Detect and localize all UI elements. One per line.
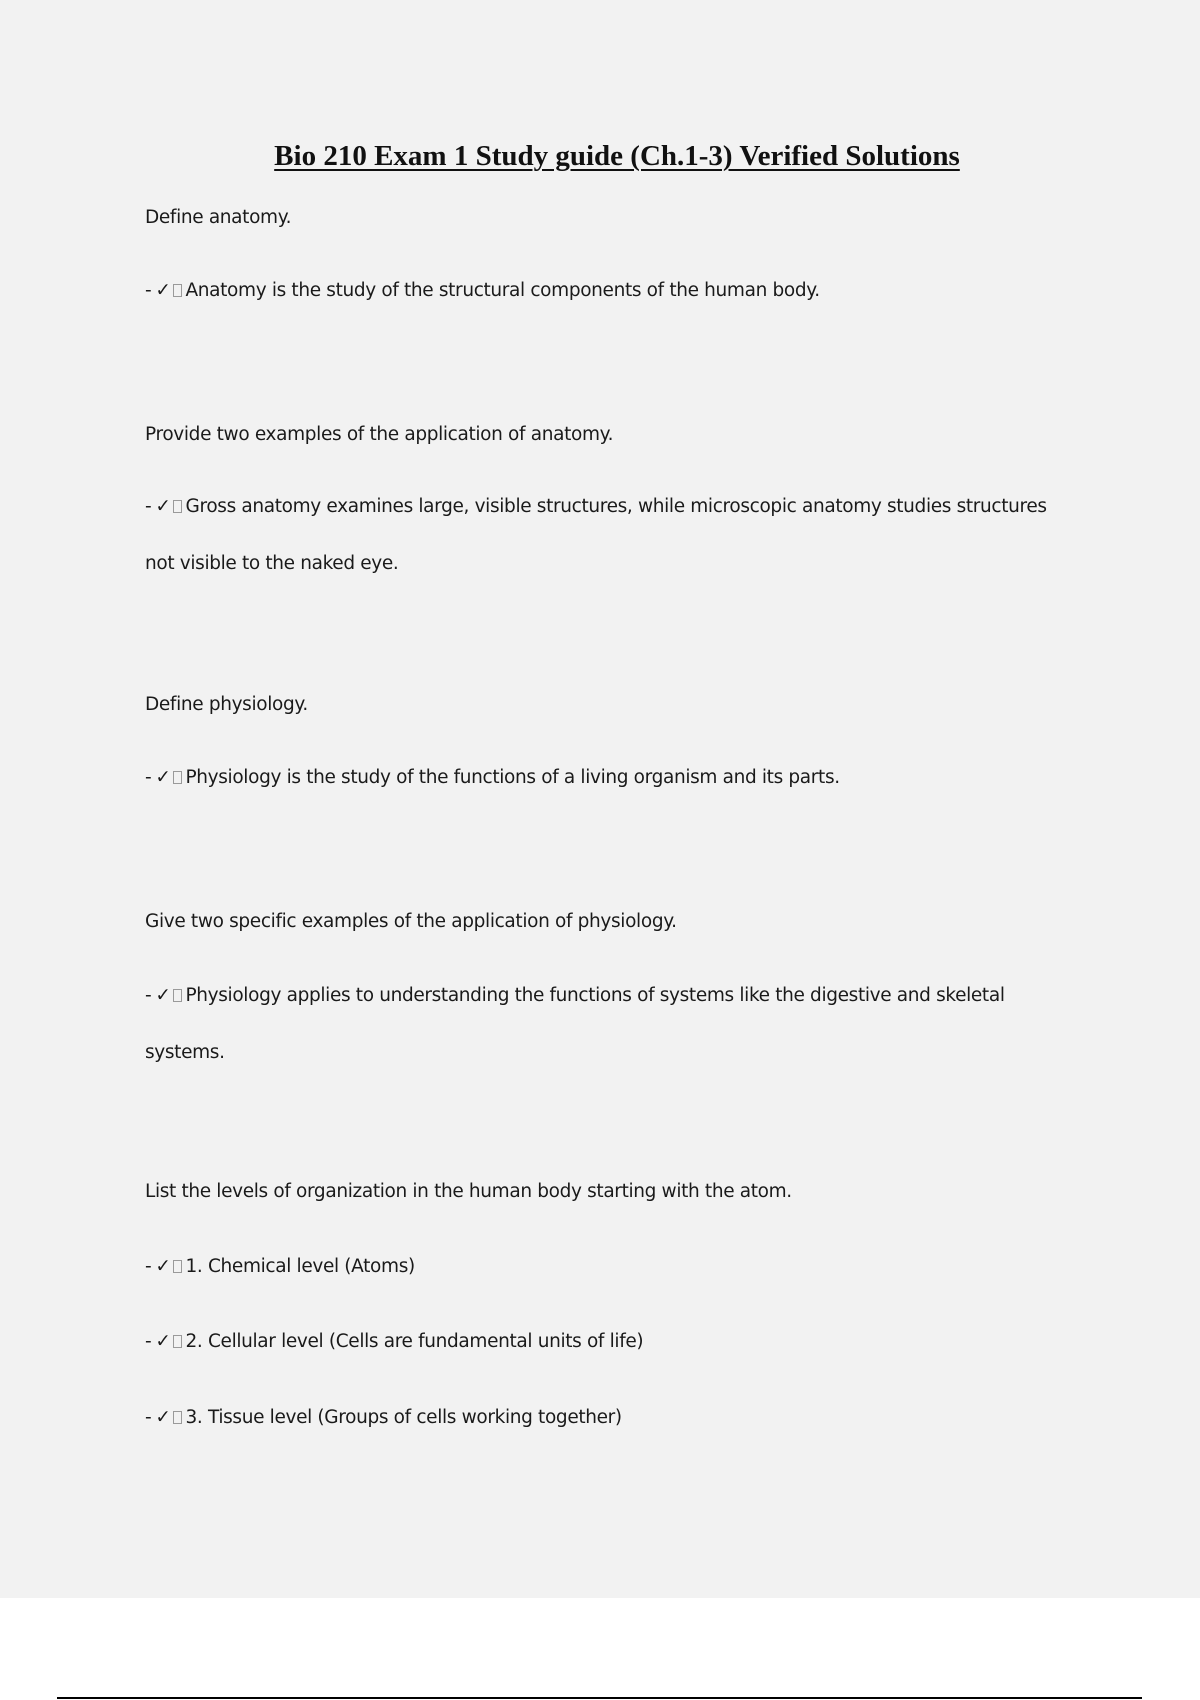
- answer-continuation: systems.: [145, 1042, 225, 1063]
- box-icon: [173, 284, 182, 297]
- document-title: Bio 210 Exam 1 Study guide (Ch.1-3) Verified Solutions: [274, 140, 960, 172]
- box-icon: [173, 1335, 182, 1348]
- answer-prefix: -: [145, 280, 152, 301]
- footer-divider: [57, 1697, 1142, 1699]
- check-icon: ✓: [155, 1256, 171, 1277]
- answer-prefix: -: [145, 1256, 152, 1277]
- question-text: Give two specific examples of the application of physiology.: [145, 911, 677, 932]
- answer-text: 2. Cellular level (Cells are fundamental units of life): [185, 1331, 644, 1352]
- box-icon: [173, 989, 182, 1002]
- answer-prefix: -: [145, 985, 152, 1006]
- answer-continuation: not visible to the naked eye.: [145, 553, 399, 574]
- check-icon: ✓: [155, 1407, 171, 1428]
- check-icon: ✓: [155, 985, 171, 1006]
- answer-line: [145, 767, 840, 788]
- answer-line: [145, 1407, 622, 1428]
- box-icon: [173, 1260, 182, 1273]
- answer-prefix: -: [145, 1407, 152, 1428]
- question-text: Provide two examples of the application of anatomy.: [145, 424, 614, 445]
- question-text: Define anatomy.: [145, 207, 292, 228]
- question-text: List the levels of organization in the human body starting with the atom.: [145, 1181, 792, 1202]
- question-text: Define physiology.: [145, 694, 308, 715]
- answer-text: Anatomy is the study of the structural components of the human body.: [185, 280, 820, 301]
- check-icon: ✓: [155, 496, 171, 517]
- answer-line: [145, 280, 820, 301]
- answer-text: 1. Chemical level (Atoms): [185, 1256, 415, 1277]
- answer-text: Physiology applies to understanding the functions of systems like the digestive and skeletal: [185, 985, 1005, 1006]
- answer-line: [145, 496, 1047, 517]
- answer-text: Gross anatomy examines large, visible structures, while microscopic anatomy studies structures: [185, 496, 1047, 517]
- answer-prefix: -: [145, 1331, 152, 1352]
- answer-line: [145, 1256, 415, 1277]
- answer-prefix: -: [145, 767, 152, 788]
- answer-text: Physiology is the study of the functions of a living organism and its parts.: [185, 767, 840, 788]
- answer-prefix: -: [145, 496, 152, 517]
- answer-line: [145, 1331, 643, 1352]
- box-icon: [173, 771, 182, 784]
- box-icon: [173, 1411, 182, 1424]
- answer-line: [145, 985, 1005, 1006]
- check-icon: ✓: [155, 280, 171, 301]
- answer-text: 3. Tissue level (Groups of cells working together): [185, 1407, 622, 1428]
- check-icon: ✓: [155, 767, 171, 788]
- check-icon: ✓: [155, 1331, 171, 1352]
- box-icon: [173, 500, 182, 513]
